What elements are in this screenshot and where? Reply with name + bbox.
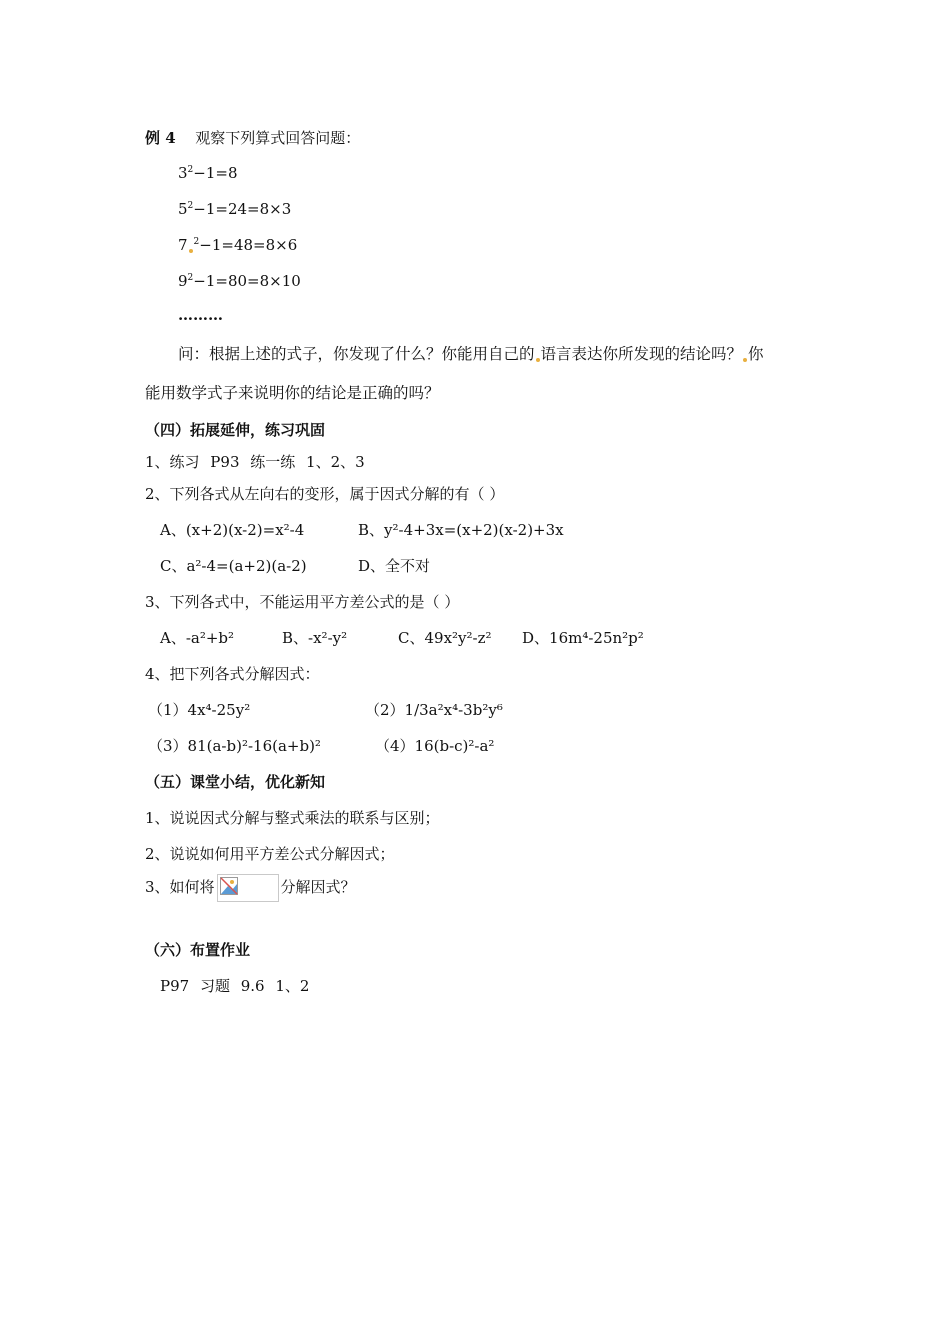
- equation-1: $3^2-1=8$: [178, 164, 238, 182]
- item-4-sub-4: （4）16(b-c)²-a²: [375, 737, 495, 755]
- question-line-2: 能用数学式子来说明你的结论是正确的吗？: [145, 384, 440, 402]
- section-4-item-3: 3、下列各式中，不能运用平方差公式的是（ ）: [145, 593, 460, 611]
- ellipsis: ………: [178, 306, 223, 324]
- broken-image-icon: [217, 874, 279, 902]
- section-5-item-1: 1、说说因式分解与整式乘法的联系与区别；: [145, 809, 440, 827]
- item-3-option-a: A、-a²+b²: [160, 629, 235, 647]
- equation-2: $5^2-1=24=8\times 3$: [178, 200, 292, 218]
- section-4-heading: （四）拓展延伸，练习巩固: [145, 421, 326, 439]
- item-4-sub-3: （3）81(a-b)²-16(a+b)²: [148, 737, 321, 755]
- equation-4: $9^2-1=80=8\times 10$: [178, 272, 301, 290]
- section-6-heading: （六）布置作业: [145, 941, 251, 959]
- equation-3: 7 $^2$−1=48=8×6: [178, 236, 298, 254]
- section-4-item-4: 4、把下列各式分解因式：: [145, 665, 320, 683]
- section-5-item-3: 3、如何将 分解因式？: [145, 873, 356, 902]
- example-heading: [145, 128, 360, 148]
- item-2-option-a: A、(x+2)(x-2)=x²-4: [160, 521, 305, 539]
- section-4-item-1: 1、练习 P93 练一练 1、2、3: [145, 453, 365, 471]
- item-3-option-c: C、49x²y²-z²: [398, 629, 492, 647]
- section-5-item-2: 2、说说如何用平方差公式分解因式；: [145, 845, 395, 863]
- item-4-sub-1: （1）4x⁴-25y²: [148, 701, 251, 719]
- section-6-item-1: P97 习题 9.6 1、2: [160, 977, 310, 995]
- item-2-option-b: B、y²-4+3x=(x+2)(x-2)+3x: [358, 521, 564, 539]
- item-2-option-d: D、全不对: [358, 557, 431, 575]
- section-4-item-2: 2、下列各式从左向右的变形，属于因式分解的有（ ）: [145, 485, 505, 503]
- section-5-heading: （五）课堂小结，优化新知: [145, 773, 326, 791]
- item-3-option-d: D、16m⁴-25n²p²: [522, 629, 644, 647]
- example-label: 例 4: [145, 129, 176, 147]
- example-intro: 观察下列算式回答问题：: [195, 129, 361, 147]
- item-2-option-c: C、a²-4=(a+2)(a-2): [160, 557, 307, 575]
- item-4-sub-2: （2）1/3a²x⁴-3b²y⁶: [365, 701, 503, 719]
- question-line-1: 问：根据上述的式子，你发现了什么？你能用自己的 语言表达你所发现的结论吗？ 你: [178, 345, 764, 363]
- item-3-option-b: B、-x²-y²: [282, 629, 348, 647]
